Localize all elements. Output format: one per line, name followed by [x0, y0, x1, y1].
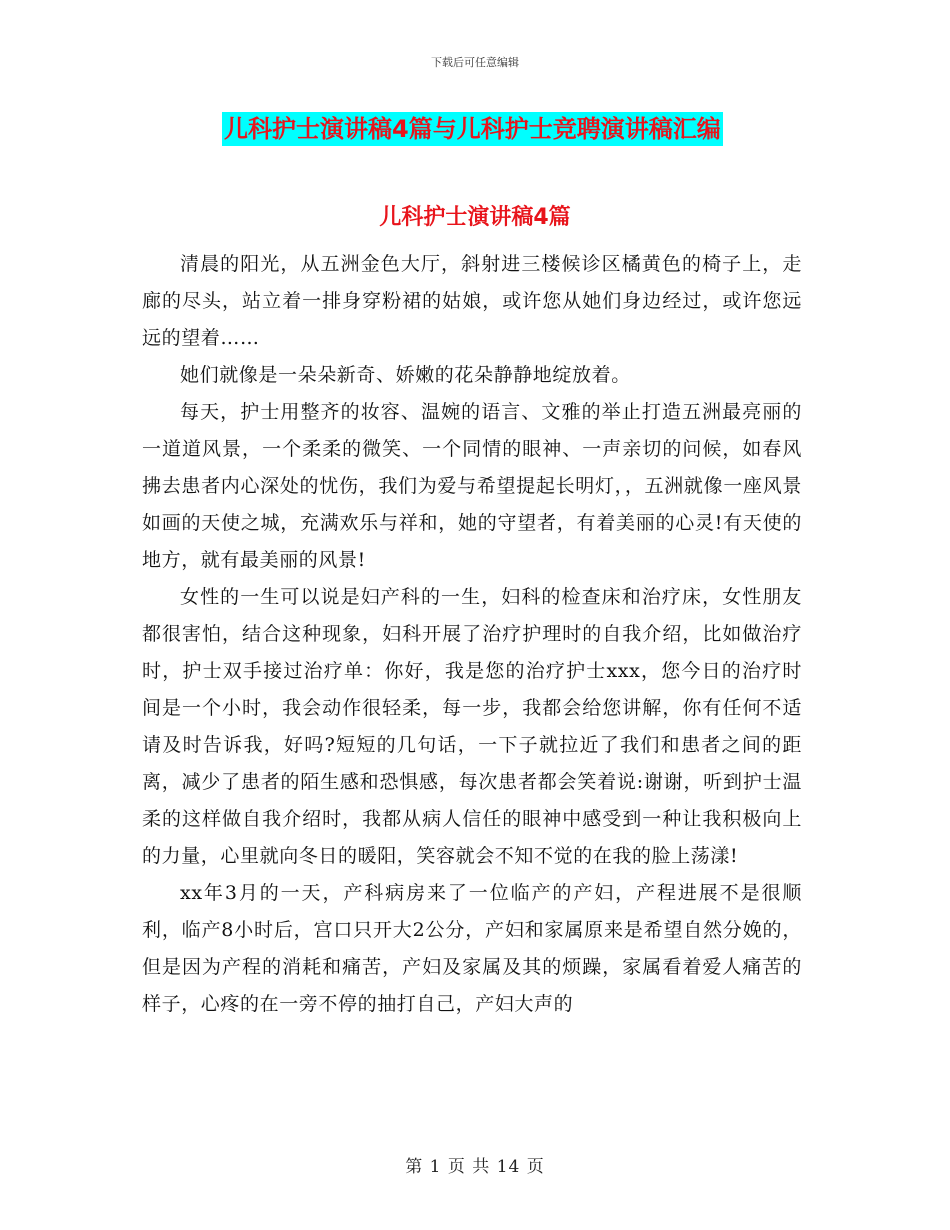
section-title: 儿科护士演讲稿4篇 — [379, 205, 571, 230]
paragraph-2: 她们就像是一朵朵新奇、娇嫩的花朵静静地绽放着。 — [180, 364, 631, 386]
paragraph-5: xx年3月的一天，产科病房来了一位临产的产妇，产程进展不是很顺利，临产8小时后，宫口只开大2公分，产妇和家属原来是希望自然分娩的，但是因为产程的消耗和痛苦，产妇及家属及其的烦躁，家属看着爱人痛苦的样子，心疼的在一旁不停的抽打自己，产妇大声的 — [142, 882, 802, 1015]
paragraph-1: 清晨的阳光，从五洲金色大厅，斜射进三楼候诊区橘黄色的椅子上，走廊的尽头，站立着一排身穿粉裙的姑娘，或许您从她们身边经过，或许您远远的望着…… — [142, 253, 802, 349]
header-note: 下载后可任意编辑 — [431, 56, 519, 69]
paragraph-3: 每天，护士用整齐的妆容、温婉的语言、文雅的举止打造五洲最亮丽的一道道风景，一个柔柔的微笑、一个同情的眼神、一声亲切的问候，如春风拂去患者内心深处的忧伤，我们为爱与希望提起长明灯，，五洲就像一座风景如画的天使之城，充满欢乐与祥和，她的守望者，有着美丽的心灵!有天使的地方，就有最美丽的风景! — [142, 401, 802, 571]
page-number-footer: 第 1 页 共 14 页 — [405, 1157, 545, 1177]
body-text — [142, 246, 802, 1023]
paragraph-4: 女性的一生可以说是妇产科的一生，妇科的检查床和治疗床，女性朋友都很害怕，结合这种现象，妇科开展了治疗护理时的自我介绍，比如做治疗时，护士双手接过治疗单：你好，我是您的治疗护士xxx，您今日的治疗时间是一个小时，我会动作很轻柔，每一步，我都会给您讲解，你有任何不适请及时告诉我，好吗?短短的几句话，一下子就拉近了我们和患者之间的距离，减少了患者的陌生感和恐惧感，每次患者都会笑着说:谢谢，听到护士温柔的这样做自我介绍时，我都从病人信任的眼神中感受到一种让我积极向上的力量，心里就向冬日的暖阳，笑容就会不知不觉的在我的脸上荡漾! — [142, 586, 802, 867]
document-title: 儿科护士演讲稿4篇与儿科护士竞聘演讲稿汇编 — [222, 112, 723, 146]
